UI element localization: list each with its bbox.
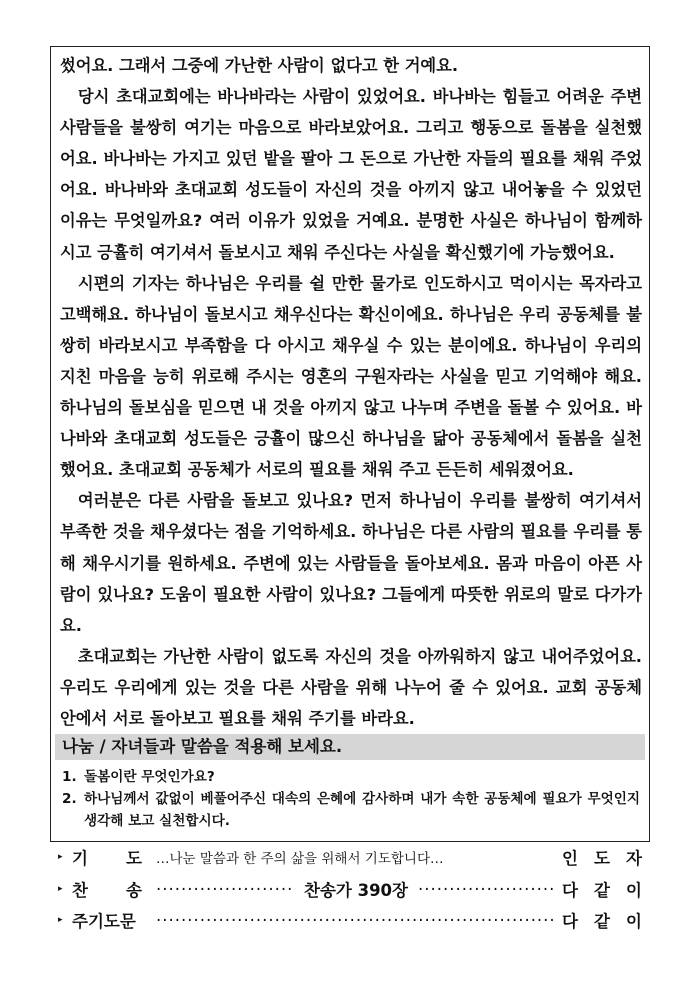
leader-char: 같 bbox=[594, 881, 610, 900]
leader-char: 다 bbox=[562, 881, 578, 900]
label-char: 찬 bbox=[72, 881, 88, 900]
leader-char: 도 bbox=[594, 849, 610, 868]
label-char: 기 bbox=[87, 912, 104, 931]
question-text: 하나님께서 값없이 베풀어주신 대속의 은혜에 감사하며 내가 속한 공동체에 필요가 무엇인지 생각해 보고 실천합시다. bbox=[84, 791, 640, 829]
question-item bbox=[62, 766, 640, 788]
paragraph: 시편의 기자는 하나님은 우리를 쉴 만한 물가로 인도하시고 먹이시는 목자라고 고백해요. 하나님이 돌보시고 채우신다는 확신이에요. 하나님은 우리 공동체를 불쌍히 바라보시고 부족함을 다 아시고 채우실 수 있는 분이에요. 하나님이 우리의 지친 마음을 능히 위로해 주시는 영혼의 구원자라는 사실을 믿고 기억해야 해요. 하나님의 돌보심을 믿으면 내 것을 아끼지 않고 나누며 주변을 돌볼 수 있어요. 바나바와 초대교회 성도들은 긍휼이 많으신 하나님을 닮아 공동체에서 돌봄을 실천했어요. 초대교회 공동체가 서로의 필요를 채워 주고 든든히 세워졌어요. bbox=[60, 273, 642, 480]
label-char: 도 bbox=[103, 912, 120, 931]
paragraph: 당시 초대교회에는 바나바라는 사람이 있었어요. 바나바는 힘들고 어려운 주변 사람들을 불쌍히 여기는 마음으로 바라보았어요. 그리고 행동으로 돌봄을 실천했어요. 바나바는 가지고 있던 밭을 팔아 그 돈으로 가난한 자들의 필요를 채워 주었어요. 바나바와 초대교회 성도들이 자신의 것을 아끼지 않고 내어놓을 수 있었던 이유는 무엇일까요? 여러 이유가 있었을 거예요. 분명한 사실은 하나님이 함께하시고 긍휼히 여기셔서 돌보시고 채워 주신다는 사실을 확신했기에 가능했어요. bbox=[60, 87, 642, 262]
dot-leader bbox=[156, 911, 556, 930]
question-item bbox=[62, 788, 640, 832]
triangle-bullet-icon: ▸ bbox=[58, 884, 63, 894]
question-list bbox=[62, 766, 640, 832]
triangle-bullet-icon: ▸ bbox=[58, 852, 63, 862]
order-detail bbox=[156, 877, 556, 901]
dot-leader bbox=[418, 880, 556, 899]
label-char: 도 bbox=[126, 849, 142, 868]
sharing-title: 나눔 / 자녀들과 말씀을 적용해 보세요. bbox=[62, 737, 343, 756]
label-char: 기 bbox=[72, 849, 88, 868]
question-text: 돌봄이란 무엇인가요? bbox=[84, 769, 215, 785]
triangle-bullet-icon: ▸ bbox=[58, 915, 63, 925]
order-label bbox=[72, 908, 156, 932]
order-row-prayer bbox=[58, 843, 642, 871]
leader-char: 다 bbox=[562, 912, 578, 931]
order-leader bbox=[562, 877, 642, 901]
paragraph: 여러분은 다른 사람을 돌보고 있나요? 먼저 하나님이 우리를 불쌍히 여기셔서 부족한 것을 채우셨다는 점을 기억하세요. 하나님은 다른 사람의 필요를 우리를 통해 채우시기를 원하세요. 주변에 있는 사람들을 돌아보세요. 몸과 마음이 아픈 사람이 있나요? 도움이 필요한 사람이 있나요? 그들에게 따뜻한 위로의 말로 다가가요. bbox=[60, 491, 642, 635]
order-row-hymn bbox=[58, 875, 642, 903]
question-number: 1. bbox=[62, 769, 77, 785]
order-detail bbox=[156, 847, 556, 867]
label-char: 주 bbox=[72, 912, 88, 931]
paragraph: 썼어요. 그래서 그중에 가난한 사람이 없다고 한 거예요. bbox=[60, 56, 459, 75]
label-char: 송 bbox=[126, 881, 142, 900]
order-detail bbox=[156, 911, 556, 930]
leader-char: 같 bbox=[594, 912, 610, 931]
order-label bbox=[72, 877, 156, 901]
order-leader bbox=[562, 845, 642, 869]
prayer-note: …나눈 말씀과 한 주의 삶을 위해서 기도합니다… bbox=[156, 851, 444, 867]
leader-char: 자 bbox=[626, 849, 642, 868]
label-char: 문 bbox=[119, 912, 136, 931]
dot-leader bbox=[156, 880, 294, 899]
leader-char: 이 bbox=[626, 881, 642, 900]
hymn-number: 찬송가 390장 bbox=[304, 881, 408, 900]
leader-char: 인 bbox=[562, 849, 578, 868]
order-label bbox=[72, 845, 156, 869]
order-row-lords-prayer bbox=[58, 906, 642, 934]
question-number: 2. bbox=[62, 791, 77, 807]
leader-char: 이 bbox=[626, 912, 642, 931]
order-leader bbox=[562, 908, 642, 932]
body-text bbox=[60, 50, 642, 734]
paragraph: 초대교회는 가난한 사람이 없도록 자신의 것을 아까워하지 않고 내어주었어요. 우리도 우리에게 있는 것을 다른 사람을 위해 나누어 줄 수 있어요. 교회 공동체 안에서 서로 돌아보고 필요를 채워 주기를 바라요. bbox=[60, 646, 642, 728]
